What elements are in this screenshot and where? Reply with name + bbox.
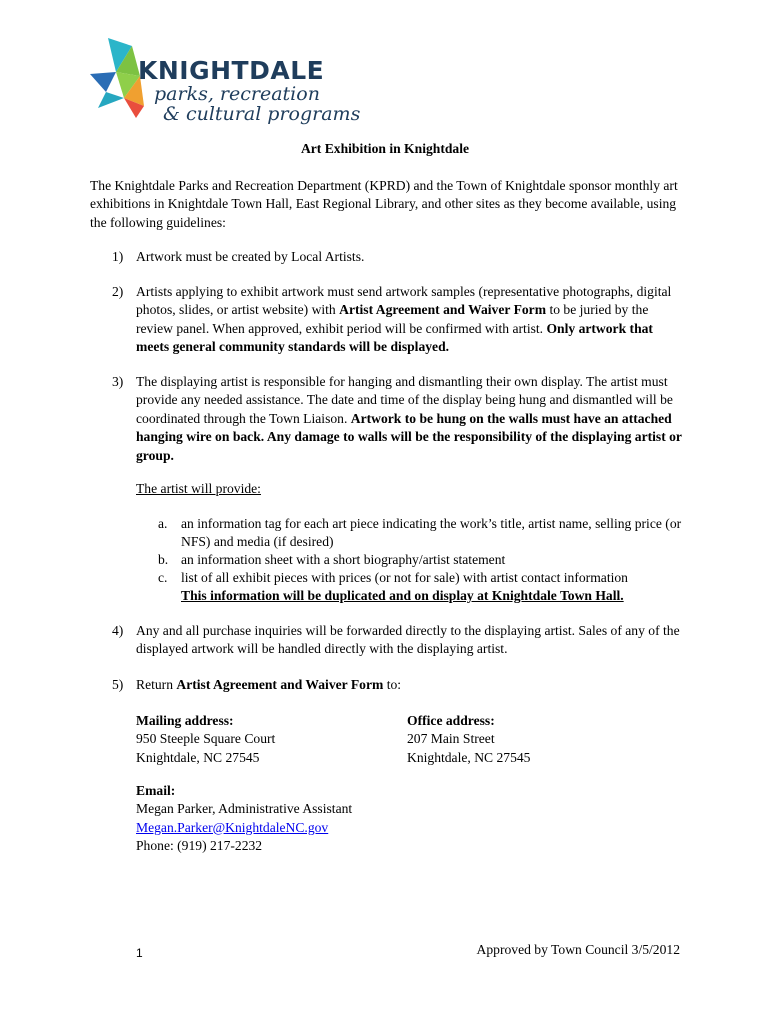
guideline-item-3 [112, 373, 682, 465]
guideline-text: Any and all purchase inquiries will be forwarded directly to the displaying artist. Sales of any of the displayed artwork will be handled directly with the displaying artist. [136, 623, 680, 657]
guideline-number: 5) [112, 677, 124, 692]
provide-letter: c. [158, 570, 168, 585]
email-heading: Email: [136, 783, 176, 798]
guideline-bold-form: Artist Agreement and Waiver Form [339, 302, 547, 318]
provide-item-a [158, 515, 688, 552]
provide-letter: a. [158, 516, 168, 531]
provide-item-b [158, 551, 688, 569]
provide-text: an information tag for each art piece indicating the work’s title, artist name, selling price (or NFS) and media (if desired) [181, 516, 682, 550]
guideline-item-1 [112, 248, 682, 266]
logo-shard-blue [90, 72, 116, 92]
guideline-text-part: The displaying artist is responsible for hanging and dismantling their own display. The artist must provide any needed assistance. The date and time of the display being hung and dismantled will be coordinated through the Town Liaison. [136, 374, 673, 426]
guideline-text-part: Artists applying to exhibit artwork must send artwork samples (representative photographs, digital photos, slides, or artist website) with [136, 284, 672, 318]
logo-brand: KNIGHTDALE [138, 56, 325, 85]
guideline-text-part: to: [383, 677, 402, 692]
page-title: Art Exhibition in Knightdale [300, 141, 470, 156]
logo-tagline-1: parks, recreation [154, 83, 320, 105]
provide-letter: b. [158, 552, 169, 567]
office-address [407, 712, 530, 767]
mailing-address-line: 950 Steeple Square Court [136, 731, 276, 747]
provide-note: This information will be duplicated and on display at Knightdale Town Hall. [181, 588, 624, 603]
guideline-bold-wire: Artwork to be hung on the walls must have an attached hanging wire on back. Any damage to walls will be the responsibility of the displaying artist or group. [136, 410, 682, 463]
guideline-number: 2) [112, 284, 124, 299]
guideline-number: 3) [112, 374, 124, 389]
page-number: 1 [136, 946, 143, 960]
email-link[interactable]: Megan.Parker@KnightdaleNC.gov [136, 819, 329, 835]
guideline-bold-form: Artist Agreement and Waiver Form [176, 677, 384, 692]
guideline-bold-standards: Only artwork that meets general community standards will be displayed. [136, 320, 653, 355]
guideline-number: 1) [112, 249, 124, 264]
contact-phone: Phone: (919) 217-2232 [136, 838, 263, 854]
office-address-line: 207 Main Street [407, 731, 495, 747]
guideline-text-part: to be juried by the review panel. When approved, exhibit period will be confirmed with artist. [136, 302, 649, 336]
provide-item-c [158, 569, 688, 587]
email-contact [136, 782, 352, 856]
mailing-address-line: Knightdale, NC 27545 [136, 749, 260, 765]
guideline-number: 4) [112, 623, 124, 638]
approval-note: Approved by Town Council 3/5/2012 [476, 942, 680, 957]
office-address-heading: Office address: [407, 713, 495, 728]
guideline-item-4 [112, 622, 682, 659]
contact-name: Megan Parker, Administrative Assistant [136, 801, 353, 817]
guideline-item-5 [112, 676, 682, 694]
logo-tagline-2: & cultural programs [163, 103, 361, 125]
logo-shard-cyan [98, 92, 124, 108]
mailing-address [136, 712, 275, 767]
guideline-text [136, 676, 682, 694]
guideline-text [136, 283, 682, 357]
provide-text: list of all exhibit pieces with prices (or not for sale) with artist contact information [181, 570, 628, 585]
provide-text: an information sheet with a short biography/artist statement [181, 552, 506, 567]
guideline-text: Artwork must be created by Local Artists. [136, 249, 365, 264]
guideline-text-part: Return [136, 677, 177, 692]
guideline-text [136, 373, 682, 465]
guideline-item-2 [112, 283, 682, 357]
mailing-address-heading: Mailing address: [136, 713, 234, 728]
provide-heading: The artist will provide: [136, 481, 261, 496]
office-address-line: Knightdale, NC 27545 [407, 749, 531, 765]
intro-paragraph: The Knightdale Parks and Recreation Department (KPRD) and the Town of Knightdale sponsor monthly art exhibitions in Knightdale Town Hall, East Regional Library, and other sites as they become available, using the following guidelines: [90, 178, 678, 230]
